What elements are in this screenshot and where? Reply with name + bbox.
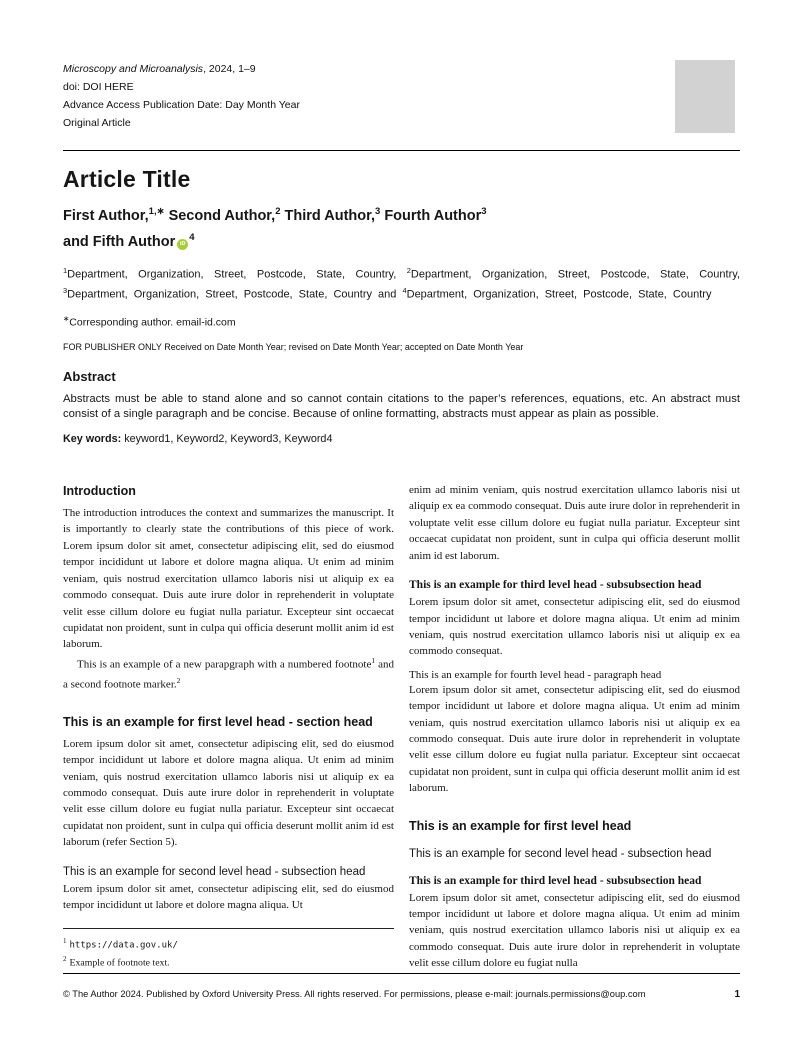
journal-issue: , 2024, 1–9	[203, 63, 256, 75]
section-heading-h1: Introduction	[63, 484, 136, 499]
footer-divider	[63, 973, 740, 974]
footnote	[63, 934, 394, 953]
footnote-number: 2	[63, 955, 67, 964]
header-divider	[63, 150, 740, 151]
body-paragraph: Lorem ipsum dolor sit amet, consectetur adipiscing elit, sed do eiusmod tempor incididunt ut labore et dolore magna aliqua. Ut	[63, 882, 394, 912]
footnote-number: 1	[63, 936, 67, 945]
author-affiliation-marker: 1,∗	[148, 206, 165, 217]
section-heading-h1: This is an example for first level head	[409, 818, 632, 833]
keywords-line	[63, 433, 740, 445]
publisher-only-note: FOR PUBLISHER ONLY Received on Date Month Year; revised on Date Month Year; accepted on Date Month Year	[63, 342, 524, 353]
article-type-label: Original Article	[63, 117, 131, 129]
doi-line: doi: DOI HERE	[63, 81, 134, 93]
affiliation-marker: 3	[63, 285, 68, 295]
author-name: Third Author,	[280, 207, 375, 224]
advance-access-line: Advance Access Publication Date: Day Month Year	[63, 99, 300, 111]
section-heading-h4: This is an example for fourth level head - paragraph head	[409, 668, 662, 681]
body-paragraph: enim ad minim veniam, quis nostrud exercitation ullamco laboris nisi ut aliquip ex ea commodo consequat. Duis aute irure dolor in reprehenderit in voluptate velit esse cillum dolore eu fugiat nulla pariatur. Excepteur sint occaecat cupidatat non proident, sunt in culpa qui officia deserunt mollit anim id est laborum.	[409, 484, 740, 562]
section-heading-h1: This is an example for first level head - section head	[63, 714, 373, 729]
page-footer	[63, 965, 740, 1000]
author-name: and Fifth Author	[63, 233, 176, 250]
journal-logo-placeholder	[675, 60, 735, 133]
section-heading-h2: This is an example for second level head - subsection head	[63, 865, 366, 878]
body-paragraph: Lorem ipsum dolor sit amet, consectetur adipiscing elit, sed do eiusmod tempor incididunt ut labore et dolore magna aliqua. Ut enim ad minim veniam, quis nostrud exercitation ullamco laboris nisi ut aliquip ex ea commodo consequat.	[409, 596, 740, 658]
author-affiliation-marker: 2	[275, 206, 281, 217]
author-line-1	[63, 201, 740, 227]
affiliation-marker: 4	[402, 285, 407, 295]
author-list	[63, 201, 740, 253]
footnote-text: Example of footnote text.	[69, 957, 170, 969]
left-column	[63, 482, 394, 913]
page-number: 1	[734, 989, 740, 1000]
author-name: Second Author,	[164, 207, 276, 224]
section-heading-h3: This is an example for third level head - subsubsection head	[409, 579, 702, 592]
author-affiliation-marker: 3	[481, 206, 487, 217]
affiliations: $^1$Department, Organization, Street, Postcode, State, Country, $^2$Department, Organization, Street, Postcode, State, Country, $^3$Department, Organization, Street, Postcode, State, Country and $^4$Department, Organization, Street, Postcode, State, Country	[63, 265, 740, 301]
author-name: Fourth Author	[380, 207, 482, 224]
two-column-body	[63, 482, 740, 971]
abstract-text: Abstracts must be able to stand alone and so cannot contain citations to the paper’s references, equations, etc. An abstract must consist of a single paragraph and be concise. Because of online formatting, abstracts must appear as plain as possible.	[63, 393, 740, 421]
author-affiliation-marker: 4	[189, 231, 195, 243]
corresponding-marker: ∗	[63, 313, 70, 323]
article-title: Article Title	[63, 166, 191, 192]
author-line-2	[63, 227, 740, 253]
body-paragraph: Lorem ipsum dolor sit amet, consectetur adipiscing elit, sed do eiusmod tempor incididunt ut labore et dolore magna aliqua. Ut enim ad minim veniam, quis nostrud exercitation ullamco laboris nisi ut aliquip ex ea commodo consequat. Duis aute irure dolor in reprehenderit in voluptate velit esse cillum dolore eu fugiat nulla pariatur. Excepteur sint occaecat cupidatat non proident, sunt in culpa qui officia deserunt mollit anim id est laborum.	[409, 683, 740, 795]
journal-name: Microscopy and Microanalysis	[63, 63, 204, 75]
keywords-label: Key words:	[63, 433, 122, 446]
footnote-marker[interactable]: 2	[176, 675, 181, 685]
section-heading-h2: This is an example for second level head - subsection head	[409, 847, 712, 860]
journal-citation-line	[63, 60, 300, 78]
keywords-list: keyword1, Keyword2, Keyword3, Keyword4	[121, 433, 333, 446]
copyright-notice: © The Author 2024. Published by Oxford University Press. All rights reserved. For permissions, please e-mail: journals.permissions@oup.com	[63, 989, 646, 999]
footnote-marker[interactable]: 1	[371, 655, 376, 665]
right-column	[409, 482, 740, 971]
body-paragraph: Lorem ipsum dolor sit amet, consectetur adipiscing elit, sed do eiusmod tempor incididunt ut labore et dolore magna aliqua. Ut enim ad minim veniam, quis nostrud exercitation ullamco laboris nisi ut aliquip ex ea commodo consequat. Duis aute irure dolor in reprehenderit in voluptate velit esse cillum dolore eu fugiat nulla	[409, 891, 740, 970]
affiliation-marker: 1	[63, 265, 68, 275]
orcid-icon[interactable]: iD	[177, 239, 188, 250]
author-name: First Author,	[63, 207, 149, 224]
footnote-url-link[interactable]: https://data.gov.uk/	[69, 939, 178, 950]
affiliation-marker: 2	[406, 265, 411, 275]
page-header	[63, 0, 740, 133]
journal-header	[63, 60, 300, 133]
body-paragraph: The introduction introduces the context and summarizes the manuscript. It is importantly to clearly state the contributions of this piece of work. Lorem ipsum dolor sit amet, consectetur adipiscing elit, sed do eiusmod tempor incididunt ut labore et dolore magna aliqua. Ut enim ad minim veniam, quis nostrud exercitation ullamco laboris nisi ut aliquip ex ea commodo consequat. Duis aute irure dolor in reprehenderit in voluptate velit esse cillum dolore eu fugiat nulla pariatur. Excepteur sint occaecat cupidatat non proident, sunt in culpa qui officia deserunt mollit anim id est laborum.	[63, 507, 394, 651]
body-paragraph: Lorem ipsum dolor sit amet, consectetur adipiscing elit, sed do eiusmod tempor incididunt ut labore et dolore magna aliqua. Ut enim ad minim veniam, quis nostrud exercitation ullamco laboris nisi ut aliquip ex ea commodo consequat. Duis aute irure dolor in reprehenderit in voluptate velit esse cillum dolore eu fugiat nulla pariatur. Excepteur sint occaecat cupidatat non proident, sunt in culpa qui officia deserunt mollit anim id est laborum (refer Section 5).	[63, 737, 394, 849]
section-heading-h3: This is an example for third level head - subsubsection head	[409, 874, 702, 887]
corresponding-author-note: ∗Corresponding author. email-id.com	[63, 313, 236, 329]
abstract-heading: Abstract	[63, 369, 116, 385]
author-affiliation-marker: 3	[375, 206, 381, 217]
body-paragraph: This is an example of a new parapgraph with a numbered footnote$^1$ and a second footnote marker.$^2$	[63, 655, 394, 691]
